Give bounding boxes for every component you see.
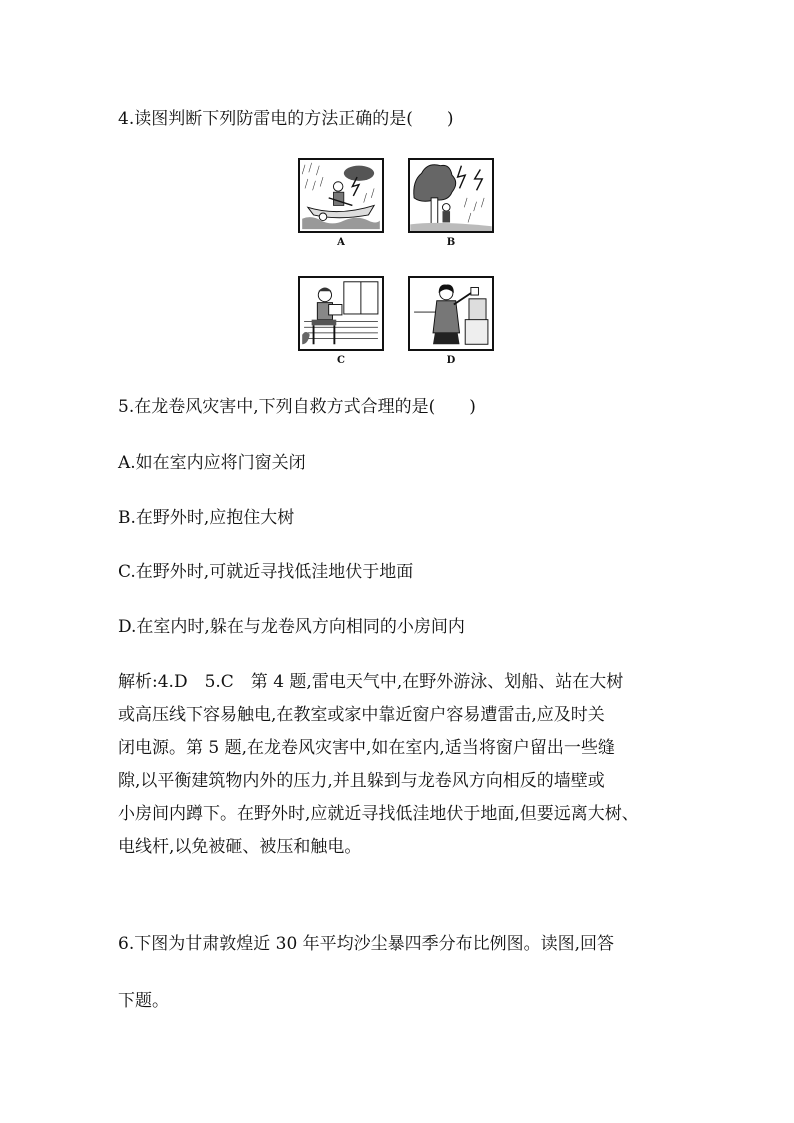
figure-a-caption: A (337, 237, 345, 248)
figure-c (298, 276, 384, 351)
analysis-line: 闭电源。第 5 题,在龙卷风灾害中,如在室内,适当将窗户留出一些缝 (118, 738, 615, 758)
analysis-line: 电线杆,以免被砸、被压和触电。 (118, 837, 362, 857)
question-5-option-d: D.在室内时,躲在与龙卷风方向相同的小房间内 (118, 617, 465, 637)
question-5-option-b: B.在野外时,应抱住大树 (118, 508, 295, 528)
standing-under-tree-in-storm-icon (410, 160, 492, 231)
question-6-stem-line-2: 下题。 (118, 991, 169, 1011)
figure-c-caption: C (337, 355, 345, 366)
analysis-line: 或高压线下容易触电,在教室或家中靠近窗户容易遭雷击,应及时关 (118, 705, 605, 725)
analysis-paragraph (118, 666, 678, 864)
analysis-line: 隙,以平衡建筑物内外的压力,并且躲到与龙卷风方向相反的墙壁或 (118, 771, 605, 791)
question-5-option-a: A.如在室内应将门窗关闭 (118, 453, 306, 473)
analysis-line: 解析:4.D 5.C 第 4 题,雷电天气中,在野外游泳、划船、站在大树 (118, 672, 624, 692)
figure-b-caption: B (446, 237, 456, 248)
figure-b (408, 158, 494, 233)
question-6-stem-line-1: 6.下图为甘肃敦煌近 30 年平均沙尘暴四季分布比例图。读图,回答 (118, 934, 615, 954)
reading-by-window-icon (300, 278, 382, 349)
analysis-line: 小房间内蹲下。在野外时,应就近寻找低洼地伏于地面,但要远离大树、 (118, 804, 639, 824)
figure-d-caption: D (446, 355, 456, 366)
swimming-boating-in-storm-icon (300, 160, 382, 231)
figure-d (408, 276, 494, 351)
operating-power-switch-icon (410, 278, 492, 349)
figure-a (298, 158, 384, 233)
question-5-option-c: C.在野外时,可就近寻找低洼地伏于地面 (118, 562, 414, 582)
question-5-stem: 5.在龙卷风灾害中,下列自救方式合理的是( ) (118, 397, 476, 417)
question-4-stem: 4.读图判断下列防雷电的方法正确的是( ) (118, 109, 454, 129)
